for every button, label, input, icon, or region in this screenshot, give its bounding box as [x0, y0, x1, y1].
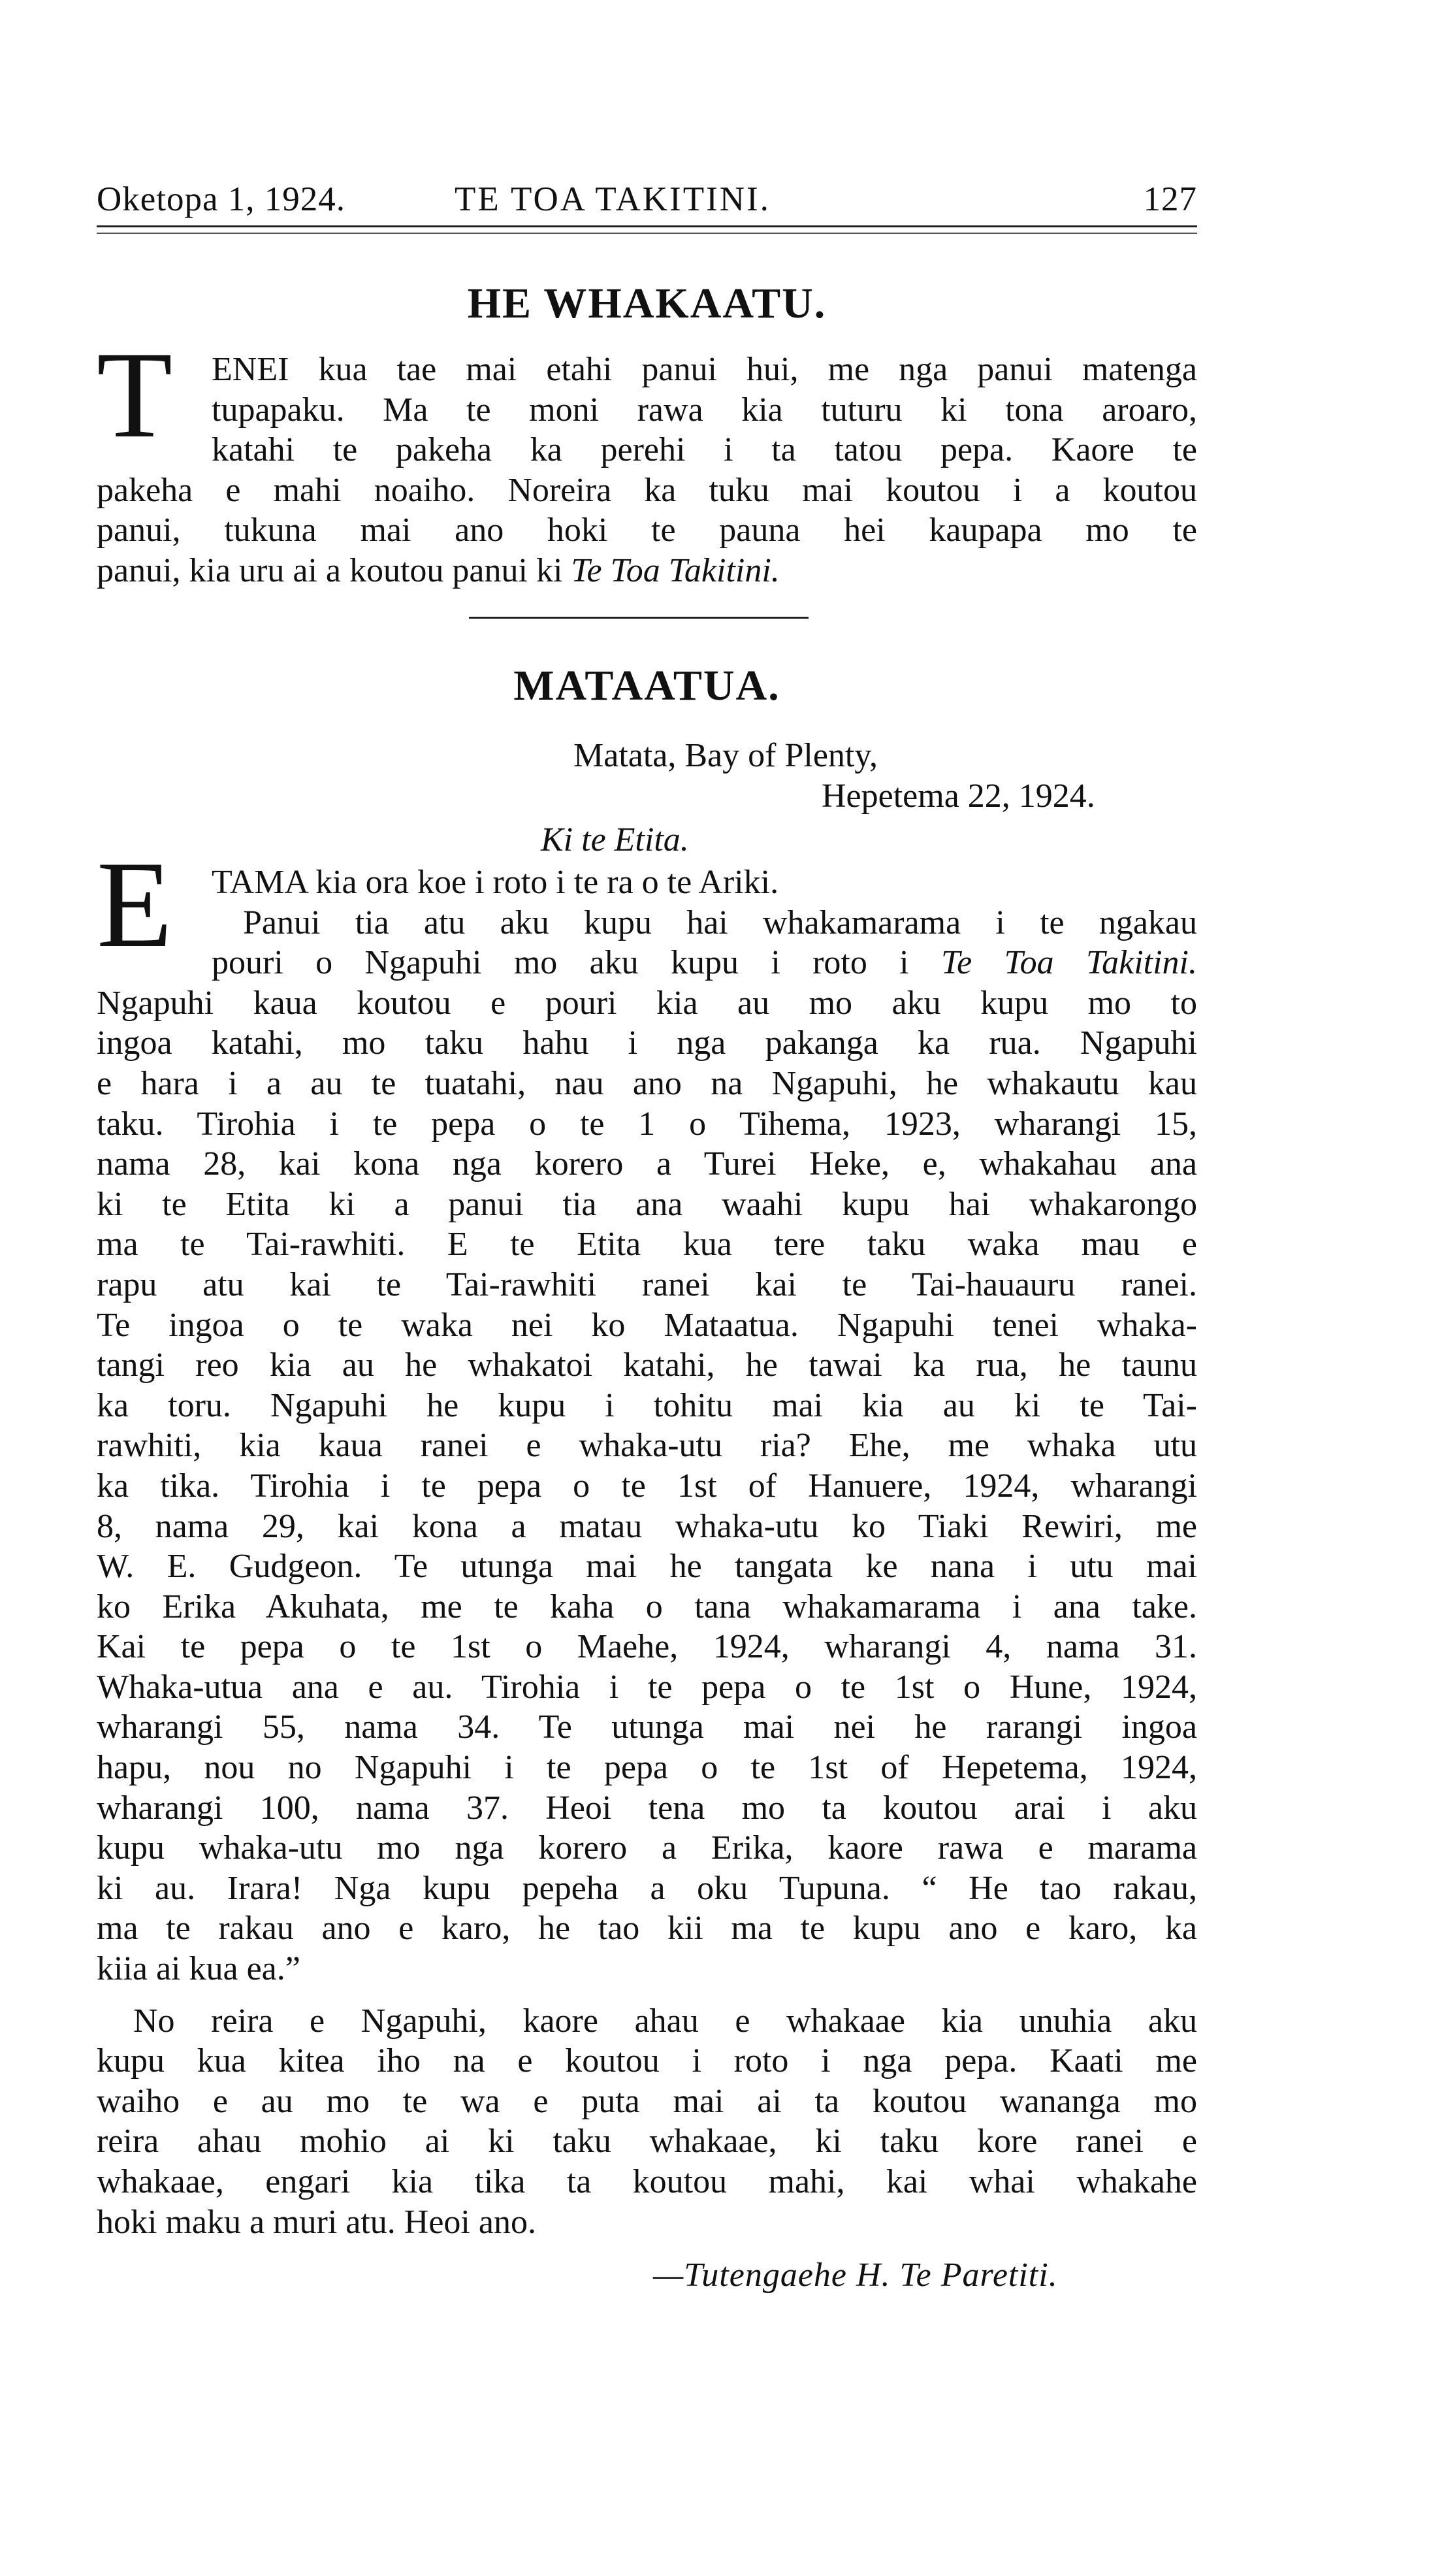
letter-line: Kai te pepa o te 1st o Maehe, 1924, wharangi 4, nama 31.	[97, 1628, 1197, 1666]
letter-line: 8, nama 29, kai kona a matau whaka-utu ko Tiaki Rewiri, me	[97, 1507, 1197, 1545]
letter-place: Matata, Bay of Plenty,	[573, 737, 878, 774]
letter-line: wharangi 100, nama 37. Heoi tena mo ta koutou arai i aku	[97, 1789, 1197, 1827]
letter-line: ki te Etita ki a panui tia ana waahi kupu hai whakarongo	[97, 1185, 1197, 1223]
notice-line: pakeha e mahi noaiho. Noreira ka tuku mai koutou i a koutou	[97, 471, 1197, 509]
letter-line: ka tika. Tirohia i te pepa o te 1st of Hanuere, 1924, wharangi	[97, 1467, 1197, 1505]
letter-line: kiia ai kua ea.”	[97, 1950, 300, 1988]
letter-line: tangi reo kia au he whakatoi katahi, he tawai ka rua, he taunu	[97, 1346, 1197, 1384]
letter-line: kupu whaka-utu mo nga korero a Erika, kaore rawa e marama	[97, 1829, 1197, 1867]
letter-line: rawhiti, kia kaua ranei e whaka-utu ria? Ehe, me whaka utu	[97, 1427, 1197, 1465]
letter-line: reira ahau mohio ai ki taku whakaae, ki taku kore ranei e	[97, 2123, 1197, 2160]
letter-line: Panui tia atu aku kupu hai whakamarama i te ngakau	[243, 904, 1197, 941]
letter-line: nama 28, kai kona nga korero a Turei Heke, e, whakahau ana	[97, 1145, 1197, 1183]
notice-italic-publication: Te Toa Takitini.	[571, 551, 780, 589]
letter-line: hapu, nou no Ngapuhi i te pepa o te 1st of Hepetema, 1924,	[97, 1749, 1197, 1787]
issue-date: Oketopa 1, 1924.	[97, 180, 346, 218]
section-divider	[469, 617, 809, 619]
notice-body	[97, 350, 1197, 591]
header-rule-thin	[97, 233, 1197, 234]
letter-line: ko Erika Akuhata, me te kaha o tana whakamarama i ana take.	[97, 1588, 1197, 1625]
page-number: 127	[1143, 180, 1197, 218]
letter-text: pouri o Ngapuhi mo aku kupu i roto i	[212, 944, 941, 982]
notice-text: panui, kia uru ai a koutou panui ki	[97, 551, 571, 589]
letter-line: Whaka-utua ana e au. Tirohia i te pepa o te 1st o Hune, 1924,	[97, 1668, 1197, 1706]
letter-line: taku. Tirohia i te pepa o te 1 o Tihema, 1923, wharangi 15,	[97, 1105, 1197, 1143]
letter-line: hoki maku a muri atu. Heoi ano.	[97, 2203, 536, 2241]
running-header	[97, 176, 1197, 222]
letter-line: ma te rakau ano e karo, he tao kii ma te kupu ano e karo, ka	[97, 1910, 1197, 1948]
notice-line: katahi te pakeha ka perehi i ta tatou pepa. Kaore te	[212, 431, 1197, 469]
header-rule	[97, 225, 1197, 227]
letter-line: whakaae, engari kia tika ta koutou mahi, kai whai whakahe	[97, 2163, 1197, 2200]
letter-line: TAMA kia ora koe i roto i te ra o te Ariki.	[212, 864, 779, 901]
notice-drop-cap: T	[97, 327, 173, 464]
letter-body	[97, 862, 1197, 2242]
letter-salutation: Ki te Etita.	[541, 821, 689, 858]
letter-line: ingoa katahi, mo taku hahu i nga pakanga ka rua. Ngapuhi	[97, 1024, 1197, 1062]
letter-line: e hara i a au te tuatahi, nau ano na Ngapuhi, he whakautu kau	[97, 1064, 1197, 1102]
notice-line-final	[97, 551, 1197, 591]
letter-title: MATAATUA.	[513, 662, 780, 709]
letter-signature: —Tutengaehe H. Te Paretiti.	[653, 2257, 1058, 2294]
letter-line: waiho e au mo te wa e puta mai ai ta koutou wananga mo	[97, 2082, 1197, 2120]
letter-line: W. E. Gudgeon. Te utunga mai he tangata ke nana i utu mai	[97, 1548, 1197, 1586]
letter-line	[97, 943, 1197, 983]
notice-title: HE WHAKAATU.	[467, 280, 827, 327]
letter-line: wharangi 55, nama 34. Te utunga mai nei he rarangi ingoa	[97, 1708, 1197, 1746]
letter-line: Ngapuhi kaua koutou e pouri kia au mo aku kupu mo to	[97, 984, 1197, 1022]
letter-line: ka toru. Ngapuhi he kupu i tohitu mai kia au ki te Tai-	[97, 1386, 1197, 1424]
letter-date: Hepetema 22, 1924.	[822, 777, 1095, 815]
letter-line: ma te Tai-rawhiti. E te Etita kua tere taku waka mau e	[97, 1226, 1197, 1264]
letter-line: rapu atu kai te Tai-rawhiti ranei kai te Tai-hauauru ranei.	[97, 1265, 1197, 1303]
letter-line: No reira e Ngapuhi, kaore ahau e whakaae kia unuhia aku	[133, 2002, 1197, 2040]
letter-line: kupu kua kitea iho na e koutou i roto i nga pepa. Kaati me	[97, 2042, 1197, 2080]
publication-title: TE TOA TAKITINI.	[455, 180, 771, 218]
notice-line: tupapaku. Ma te moni rawa kia tuturu ki tona aroaro,	[212, 391, 1197, 429]
notice-line: ENEI kua tae mai etahi panui hui, me nga panui matenga	[212, 351, 1197, 388]
letter-italic-publication: Te Toa Takitini.	[940, 944, 1198, 982]
letter-line: Te ingoa o te waka nei ko Mataatua. Ngapuhi tenei whaka-	[97, 1306, 1197, 1344]
letter-drop-cap: E	[97, 836, 173, 973]
letter-line: ki au. Irara! Nga kupu pepeha a oku Tupuna. “ He tao rakau,	[97, 1869, 1197, 1907]
notice-line: panui, tukuna mai ano hoki te pauna hei kaupapa mo te	[97, 512, 1197, 549]
